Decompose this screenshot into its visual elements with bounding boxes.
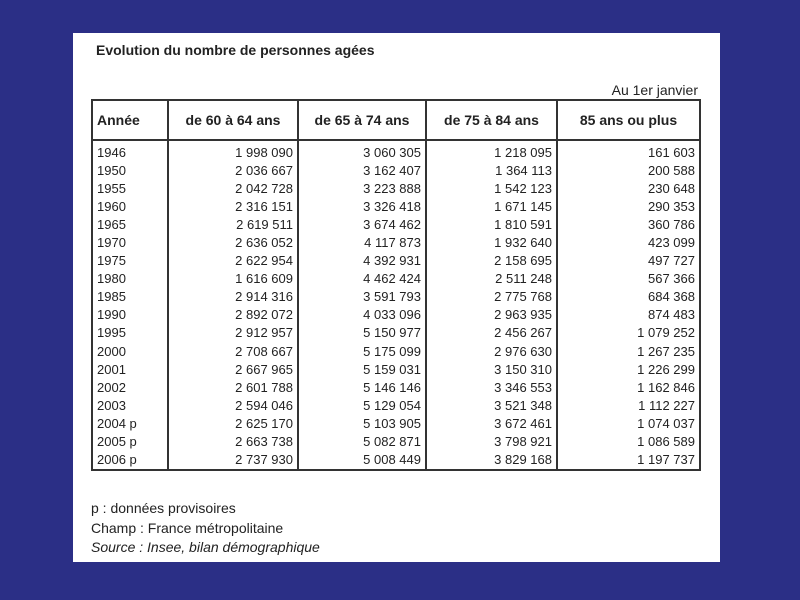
value-cell: 2 667 965 bbox=[168, 360, 298, 378]
header-75-84: de 75 à 84 ans bbox=[426, 100, 557, 140]
value-cell: 3 672 461 bbox=[426, 414, 557, 432]
year-cell: 1980 bbox=[92, 270, 168, 288]
value-cell: 3 150 310 bbox=[426, 360, 557, 378]
value-cell: 3 346 553 bbox=[426, 378, 557, 396]
value-cell: 3 060 305 bbox=[298, 140, 426, 161]
value-cell: 2 594 046 bbox=[168, 396, 298, 414]
value-cell: 2 912 957 bbox=[168, 324, 298, 342]
value-cell: 360 786 bbox=[557, 215, 700, 233]
source-label: Source : bbox=[91, 539, 144, 555]
table-row bbox=[92, 342, 700, 360]
year-cell: 1955 bbox=[92, 179, 168, 197]
year-cell: 1985 bbox=[92, 288, 168, 306]
value-cell: 1 998 090 bbox=[168, 140, 298, 161]
table-row bbox=[92, 306, 700, 324]
value-cell: 1 267 235 bbox=[557, 342, 700, 360]
value-cell: 3 829 168 bbox=[426, 451, 557, 470]
value-cell: 3 521 348 bbox=[426, 396, 557, 414]
value-cell: 1 542 123 bbox=[426, 179, 557, 197]
value-cell: 2 601 788 bbox=[168, 378, 298, 396]
value-cell: 2 511 248 bbox=[426, 270, 557, 288]
value-cell: 290 353 bbox=[557, 197, 700, 215]
header-65-74: de 65 à 74 ans bbox=[298, 100, 426, 140]
value-cell: 1 616 609 bbox=[168, 270, 298, 288]
value-cell: 161 603 bbox=[557, 140, 700, 161]
value-cell: 5 129 054 bbox=[298, 396, 426, 414]
document-title: Evolution du nombre de personnes agées bbox=[96, 42, 375, 58]
value-cell: 2 892 072 bbox=[168, 306, 298, 324]
value-cell: 2 456 267 bbox=[426, 324, 557, 342]
value-cell: 4 462 424 bbox=[298, 270, 426, 288]
value-cell: 1 112 227 bbox=[557, 396, 700, 414]
year-cell: 1950 bbox=[92, 161, 168, 179]
value-cell: 684 368 bbox=[557, 288, 700, 306]
value-cell: 2 775 768 bbox=[426, 288, 557, 306]
table-row bbox=[92, 197, 700, 215]
footnote-scope: Champ : France métropolitaine bbox=[91, 519, 284, 536]
value-cell: 1 218 095 bbox=[426, 140, 557, 161]
table-row bbox=[92, 270, 700, 288]
year-cell: 1990 bbox=[92, 306, 168, 324]
table-row bbox=[92, 179, 700, 197]
year-cell: 2003 bbox=[92, 396, 168, 414]
value-cell: 2 036 667 bbox=[168, 161, 298, 179]
table-row bbox=[92, 378, 700, 396]
year-cell: 1965 bbox=[92, 215, 168, 233]
table-row bbox=[92, 324, 700, 342]
value-cell: 4 117 873 bbox=[298, 233, 426, 251]
value-cell: 1 086 589 bbox=[557, 433, 700, 451]
value-cell: 2 976 630 bbox=[426, 342, 557, 360]
value-cell: 3 798 921 bbox=[426, 433, 557, 451]
value-cell: 2 625 170 bbox=[168, 414, 298, 432]
source-text: Insee, bilan démographique bbox=[147, 539, 320, 555]
footnote-source bbox=[91, 538, 320, 558]
year-cell: 1995 bbox=[92, 324, 168, 342]
value-cell: 5 082 871 bbox=[298, 433, 426, 451]
value-cell: 2 914 316 bbox=[168, 288, 298, 306]
year-cell: 1946 bbox=[92, 140, 168, 161]
table-row bbox=[92, 433, 700, 451]
value-cell: 2 622 954 bbox=[168, 252, 298, 270]
value-cell: 5 159 031 bbox=[298, 360, 426, 378]
value-cell: 1 074 037 bbox=[557, 414, 700, 432]
year-cell: 2000 bbox=[92, 342, 168, 360]
value-cell: 5 103 905 bbox=[298, 414, 426, 432]
year-cell: 2006 p bbox=[92, 451, 168, 470]
header-85-plus: 85 ans ou plus bbox=[557, 100, 700, 140]
value-cell: 200 588 bbox=[557, 161, 700, 179]
value-cell: 497 727 bbox=[557, 252, 700, 270]
value-cell: 5 150 977 bbox=[298, 324, 426, 342]
value-cell: 3 674 462 bbox=[298, 215, 426, 233]
year-cell: 2001 bbox=[92, 360, 168, 378]
footnotes bbox=[91, 499, 320, 558]
year-cell: 1975 bbox=[92, 252, 168, 270]
value-cell: 3 591 793 bbox=[298, 288, 426, 306]
table-row bbox=[92, 161, 700, 179]
value-cell: 567 366 bbox=[557, 270, 700, 288]
year-cell: 2004 p bbox=[92, 414, 168, 432]
value-cell: 3 326 418 bbox=[298, 197, 426, 215]
value-cell: 230 648 bbox=[557, 179, 700, 197]
year-cell: 1960 bbox=[92, 197, 168, 215]
population-table bbox=[91, 99, 701, 471]
value-cell: 5 008 449 bbox=[298, 451, 426, 470]
value-cell: 1 197 737 bbox=[557, 451, 700, 470]
value-cell: 2 042 728 bbox=[168, 179, 298, 197]
footnote-provisional: p : données provisoires bbox=[91, 500, 236, 516]
value-cell: 1 226 299 bbox=[557, 360, 700, 378]
header-60-64: de 60 à 64 ans bbox=[168, 100, 298, 140]
year-cell: 2002 bbox=[92, 378, 168, 396]
year-cell: 2005 p bbox=[92, 433, 168, 451]
value-cell: 874 483 bbox=[557, 306, 700, 324]
table-row bbox=[92, 140, 700, 161]
table-header-row bbox=[92, 100, 700, 140]
year-cell: 1970 bbox=[92, 233, 168, 251]
value-cell: 5 175 099 bbox=[298, 342, 426, 360]
value-cell: 2 963 935 bbox=[426, 306, 557, 324]
value-cell: 3 223 888 bbox=[298, 179, 426, 197]
table-row bbox=[92, 215, 700, 233]
value-cell: 2 663 738 bbox=[168, 433, 298, 451]
value-cell: 1 364 113 bbox=[426, 161, 557, 179]
value-cell: 2 316 151 bbox=[168, 197, 298, 215]
table-row bbox=[92, 360, 700, 378]
table-body bbox=[92, 140, 700, 470]
table-row bbox=[92, 288, 700, 306]
table-row bbox=[92, 414, 700, 432]
document-sheet bbox=[73, 33, 720, 562]
value-cell: 423 099 bbox=[557, 233, 700, 251]
value-cell: 1 810 591 bbox=[426, 215, 557, 233]
table-row bbox=[92, 252, 700, 270]
value-cell: 2 619 511 bbox=[168, 215, 298, 233]
value-cell: 4 033 096 bbox=[298, 306, 426, 324]
value-cell: 1 079 252 bbox=[557, 324, 700, 342]
header-year: Année bbox=[92, 100, 168, 140]
value-cell: 2 158 695 bbox=[426, 252, 557, 270]
value-cell: 2 737 930 bbox=[168, 451, 298, 470]
table-row bbox=[92, 451, 700, 470]
value-cell: 1 671 145 bbox=[426, 197, 557, 215]
table-row bbox=[92, 233, 700, 251]
date-note: Au 1er janvier bbox=[611, 82, 698, 98]
value-cell: 1 932 640 bbox=[426, 233, 557, 251]
value-cell: 4 392 931 bbox=[298, 252, 426, 270]
value-cell: 2 636 052 bbox=[168, 233, 298, 251]
value-cell: 1 162 846 bbox=[557, 378, 700, 396]
value-cell: 2 708 667 bbox=[168, 342, 298, 360]
table-row bbox=[92, 396, 700, 414]
value-cell: 5 146 146 bbox=[298, 378, 426, 396]
value-cell: 3 162 407 bbox=[298, 161, 426, 179]
